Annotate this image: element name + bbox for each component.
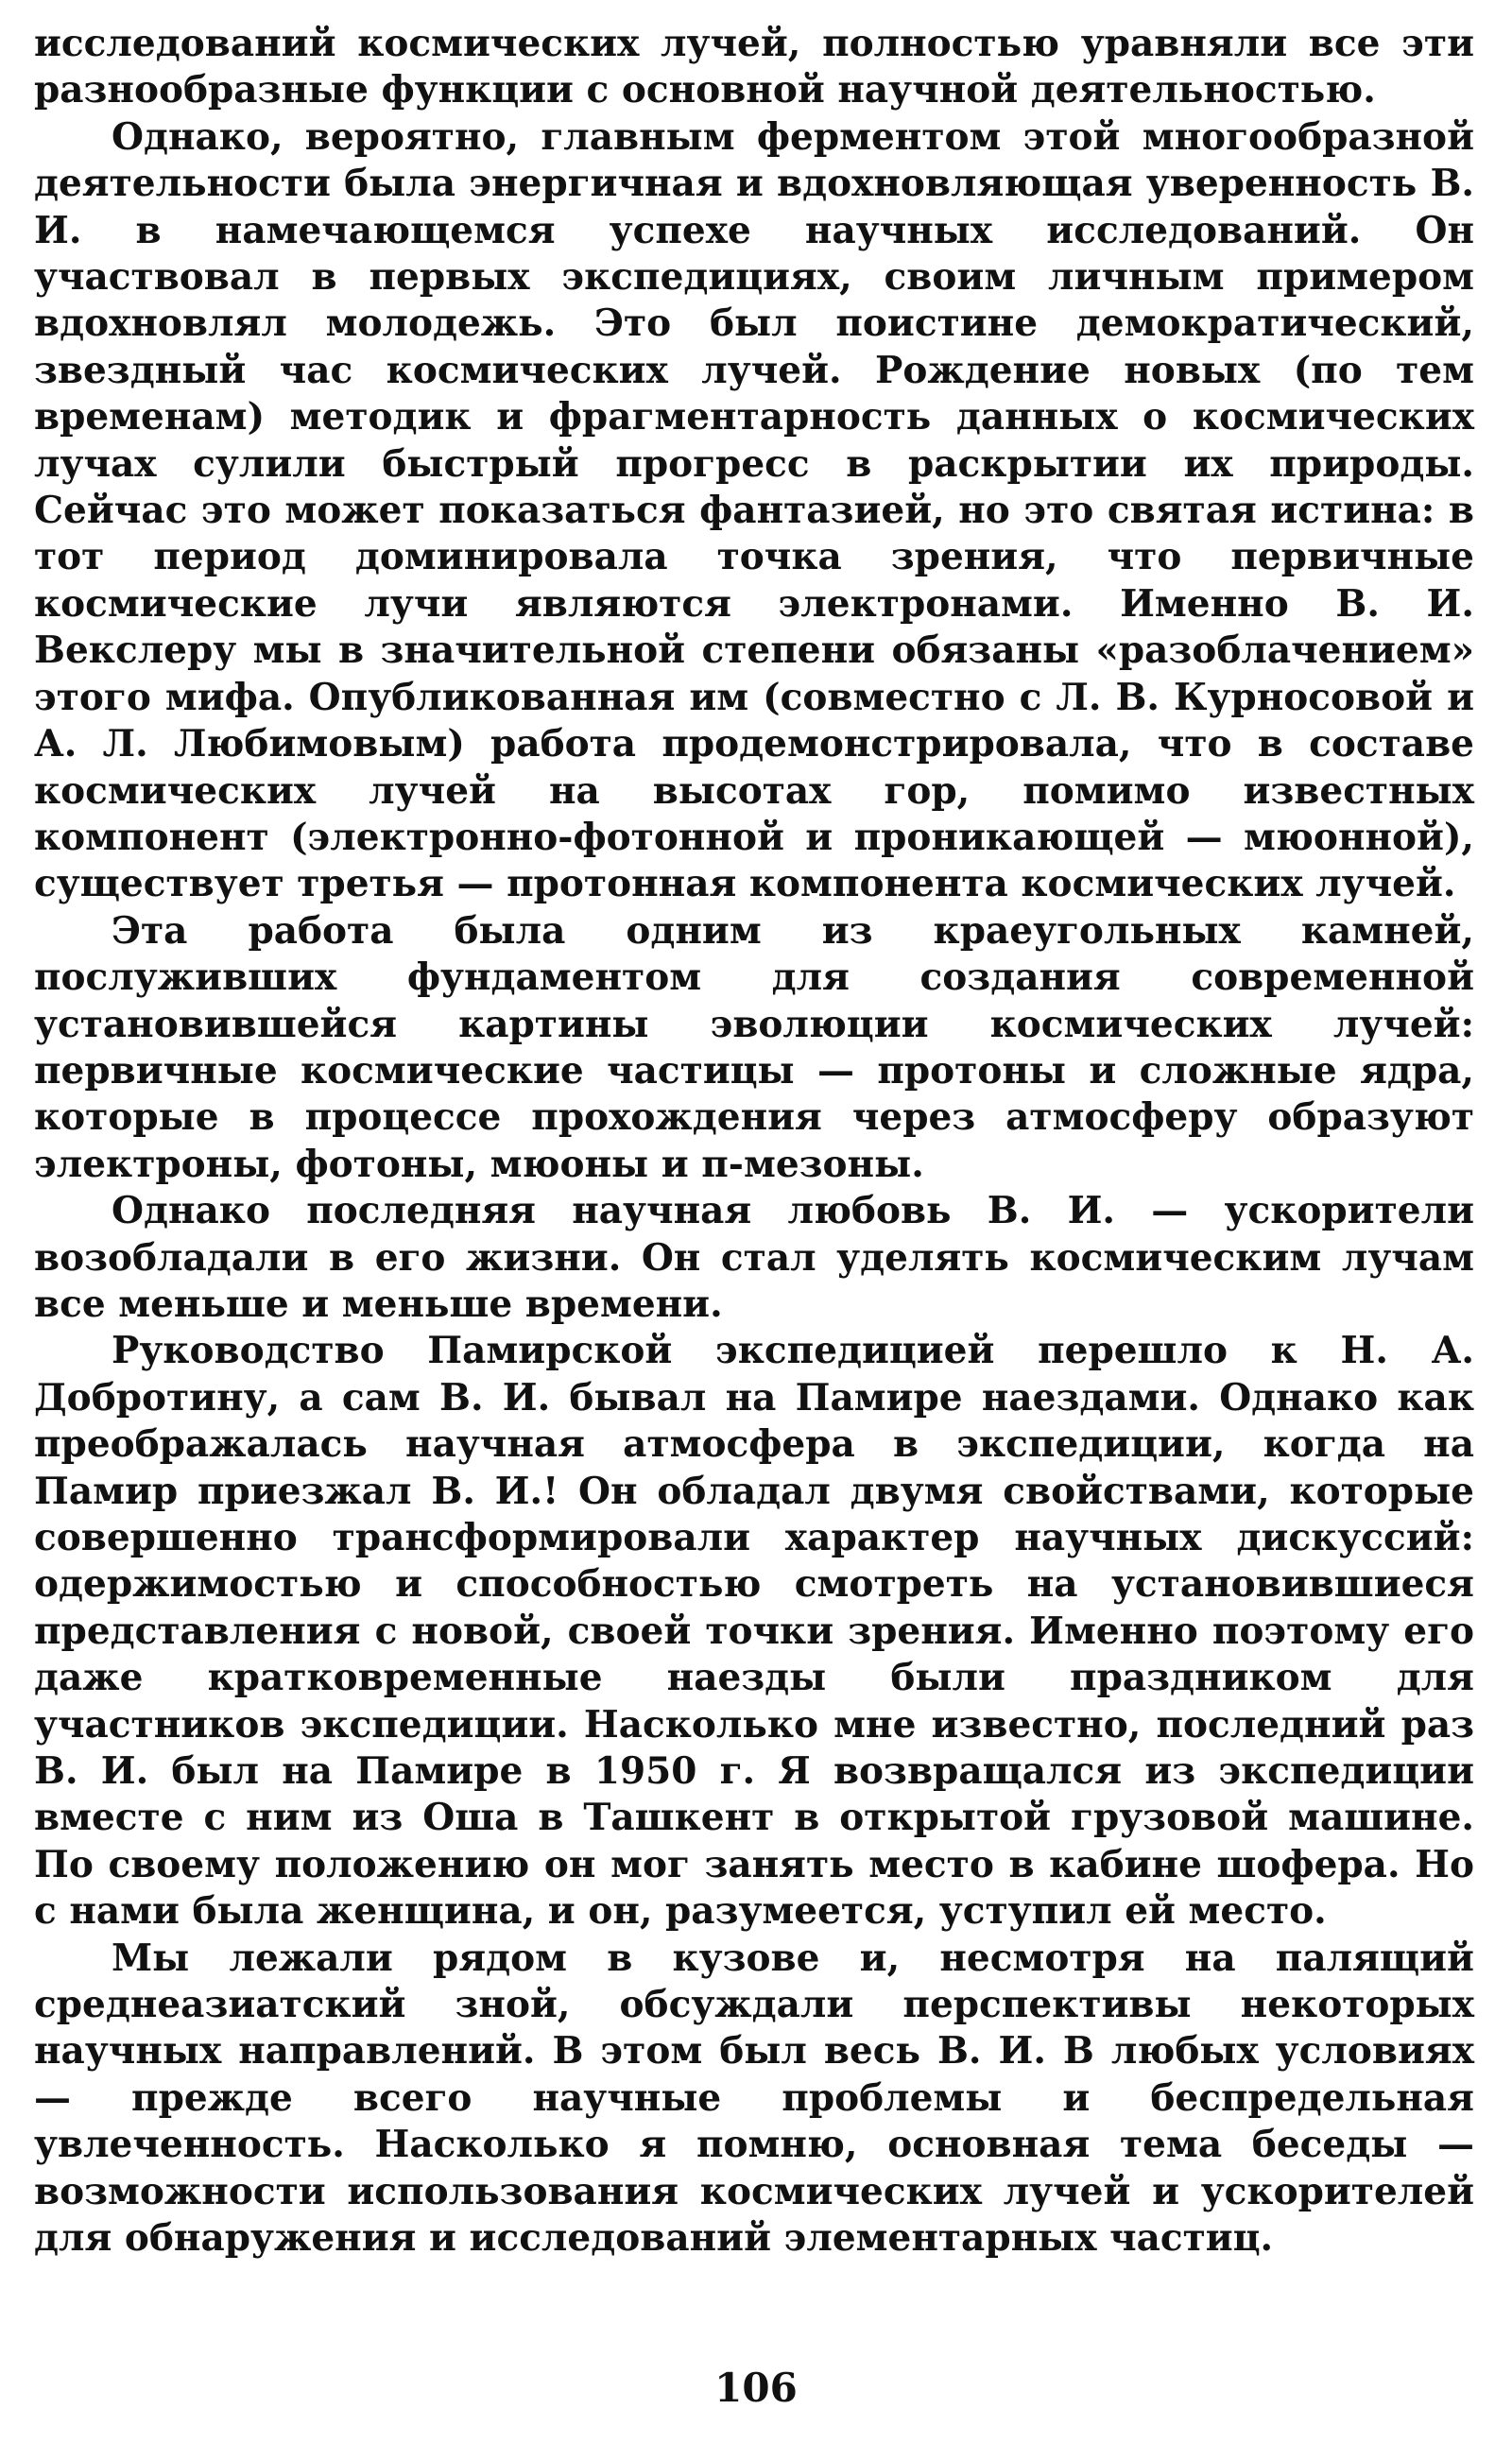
paragraph-4: Однако последняя научная любовь В. И. — ускорители возобладали в его жизни. Он стал уделять космическим лучам все меньше и меньше времени. <box>34 1189 1474 1326</box>
paragraph-2: Однако, вероятно, главным ферментом этой многообразной деятельности была энергичная и вдохновляющая уверенность В. И. в намечающемся успехе научных исследований. Он участвовал в первых экспедициях, своим личным примером вдохновлял молодежь. Это был поистине демократический, звездный час космических лучей. Рождение новых (по тем временам) методик и фрагментарность данных о космических лучах сулили быстрый прогресс в раскрытии их природы. Сейчас это может показаться фантазией, но это святая истина: в тот период доминировала точка зрения, что первичные космические лучи являются электронами. Именно В. И. Векслеру мы в значительной степени обязаны «разоблачением» этого мифа. Опубликованная им (совместно с Л. В. Курносовой и А. Л. Любимовым) работа продемонстрировала, что в составе космических лучей на высотах гор, помимо известных компонент (электронно-фотонной и проникающей — мюонной), существует третья — протонная компонента космических лучей. <box>34 114 1474 906</box>
paragraph-6: Мы лежали рядом в кузове и, несмотря на палящий среднеазиатский зной, обсуждали перспективы некоторых научных направлений. В этом был весь В. И. В любых условиях — прежде всего научные проблемы и беспредельная увлеченность. Насколько я помню, основная тема беседы — возможности использования космических лучей и ускорителей для обнаружения и исследований элементарных частиц. <box>34 1936 1474 2261</box>
page-number: 106 <box>714 2365 798 2411</box>
paragraph-1: исследований космических лучей, полностью уравняли все эти разнообразные функции с основной научной деятельностью. <box>34 22 1474 112</box>
paragraph-5: Руководство Памирской экспедицией перешло к Н. А. Добротину, а сам В. И. бывал на Памире наездами. Однако как преображалась научная атмосфера в экспедиции, когда на Памир приезжал В. И.! Он обладал двумя свойствами, которые совершенно трансформировали характер научных дискуссий: одержимостью и способностью смотреть на установившиеся представления с новой, своей точки зрения. Именно поэтому его даже кратковременные наезды были праздником для участников экспедиции. Насколько мне известно, последний раз В. И. был на Памире в 1950 г. Я возвращался из экспедиции вместе с ним из Оша в Ташкент в открытой грузовой машине. По своему положению он мог занять место в кабине шофера. Но с нами была женщина, и он, разумеется, уступил ей место. <box>34 1329 1474 1934</box>
paragraph-3: Эта работа была одним из краеугольных камней, послуживших фундаментом для создания современной установившейся картины эволюции космических лучей: первичные космические частицы — протоны и сложные ядра, которые в процессе прохождения через атмосферу образуют электроны, фотоны, мюоны и π-мезоны. <box>34 908 1474 1186</box>
body-text <box>34 21 1474 2263</box>
